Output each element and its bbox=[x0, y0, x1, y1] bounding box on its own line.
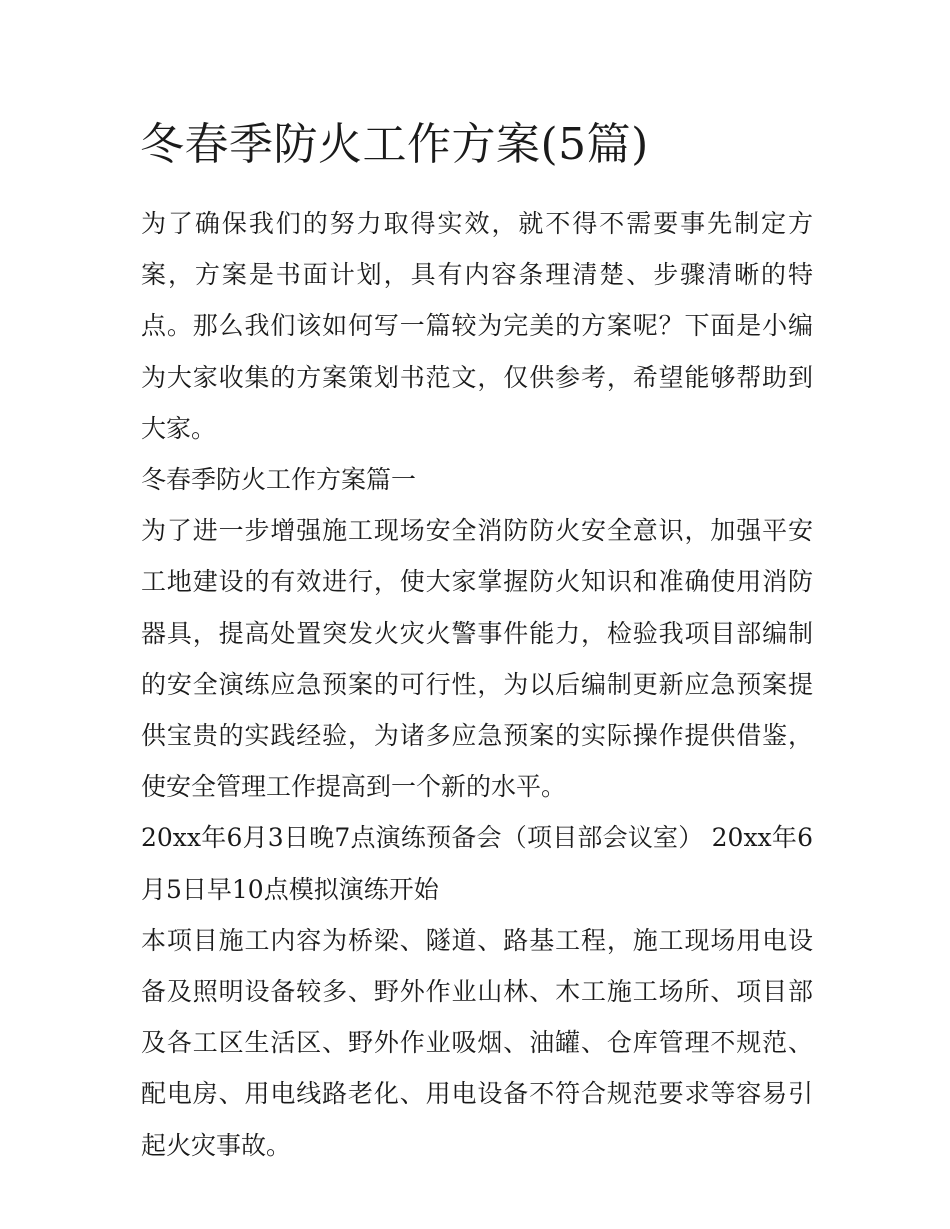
schedule-paragraph: 20xx年6月3日晚7点演练预备会（项目部会议室） 20xx年6月5日早10点模拟演练开始 bbox=[141, 823, 813, 904]
document-body bbox=[141, 198, 813, 1171]
intro-paragraph: 为了确保我们的努力取得实效，就不得不需要事先制定方案，方案是书面计划，具有内容条理清楚、步骤清晰的特点。那么我们该如何写一篇较为完美的方案呢？下面是小编为大家收集的方案策划书范文，仅供参考，希望能够帮助到大家。 bbox=[141, 209, 813, 443]
section-heading: 冬春季防火工作方案篇一 bbox=[141, 465, 417, 495]
document-title: 冬春季防火工作方案(5篇) bbox=[140, 119, 649, 170]
hazard-paragraph: 本项目施工内容为桥梁、隧道、路基工程，施工现场用电设备及照明设备较多、野外作业山林、木工施工场所、项目部及各工区生活区、野外作业吸烟、油罐、仓库管理不规范、配电房、用电线路老化、用电设备不符合规范要求等容易引起火灾事故。 bbox=[141, 925, 813, 1160]
purpose-paragraph: 为了进一步增强施工现场安全消防防火安全意识，加强平安工地建设的有效进行，使大家掌握防火知识和准确使用消防器具，提高处置突发火灾火警事件能力，检验我项目部编制的安全演练应急预案的可行性，为以后编制更新应急预案提供宝贵的实践经验，为诸多应急预案的实际操作提供借鉴，使安全管理工作提高到一个新的水平。 bbox=[141, 516, 813, 802]
